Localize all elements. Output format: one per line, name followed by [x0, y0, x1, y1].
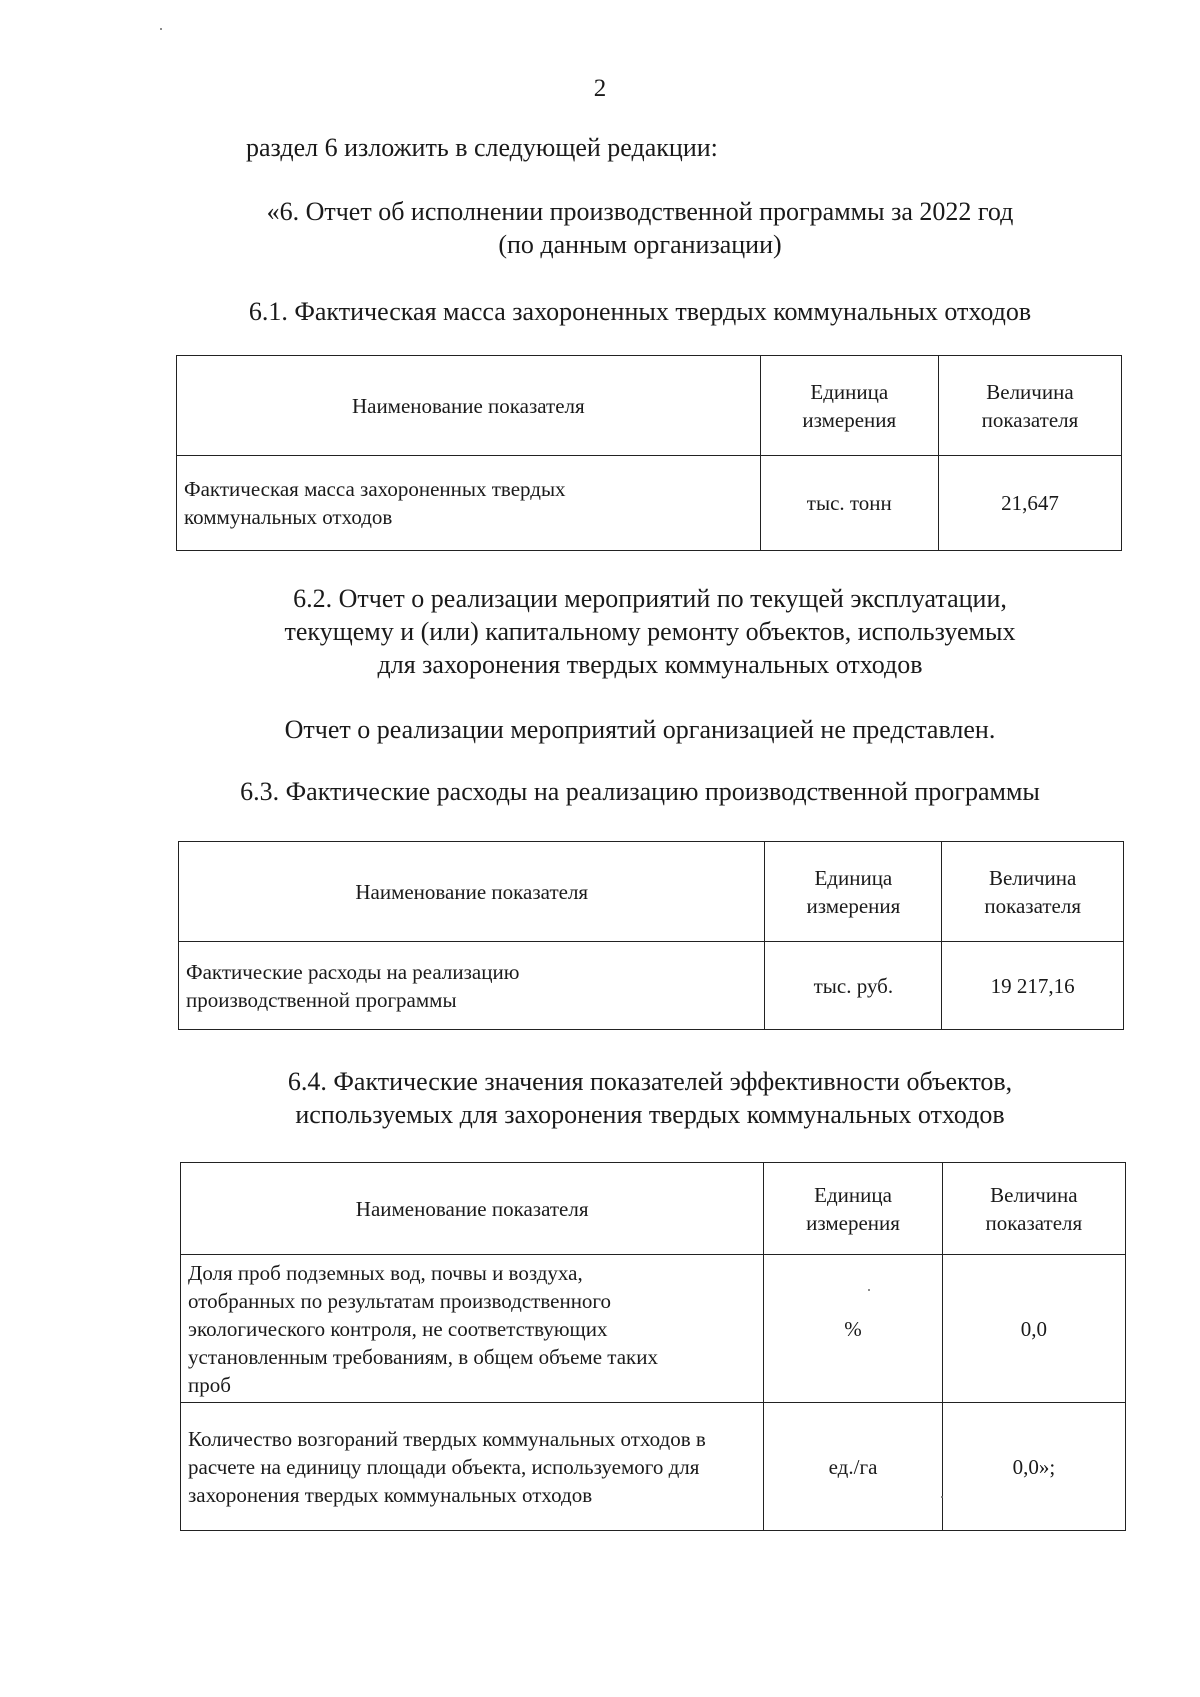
header-value: Величина показателя — [942, 1163, 1125, 1255]
table-row — [179, 942, 1124, 1030]
scan-speck — [160, 28, 162, 30]
cell-indicator-name: Количество возгораний твердых коммунальных отходов в расчете на единицу площади объекта, используемого для захоронения твердых коммунальных отходов — [181, 1403, 764, 1531]
scan-speck — [941, 1496, 943, 1498]
cell-indicator-name: Фактические расходы на реализацию производственной программы — [179, 942, 765, 1030]
section-6-title-line1: «6. Отчет об исполнении производственной программы за 2022 год — [266, 197, 1014, 226]
section-6-2-title-line3: для захоронения твердых коммунальных отходов — [377, 650, 923, 679]
scan-speck — [868, 1289, 870, 1291]
header-unit: Единица измерения — [764, 1163, 942, 1255]
section-6-4-title-line2: используемых для захоронения твердых коммунальных отходов — [295, 1100, 1005, 1129]
section-6-2-note: Отчет о реализации мероприятий организацией не представлен. — [284, 715, 996, 744]
cell-value: 0,0 — [942, 1255, 1125, 1403]
cell-indicator-name: Доля проб подземных вод, почвы и воздуха, отобранных по результатам производственного экологического контроля, не соответствующих установленным требованиям, в общем объеме таких проб — [181, 1255, 764, 1403]
table-header-row — [181, 1163, 1126, 1255]
table-6-4 — [180, 1162, 1126, 1531]
section-6-4-title — [200, 1065, 1100, 1131]
cell-unit: тыс. руб. — [765, 942, 942, 1030]
section-6-title — [190, 195, 1090, 261]
cell-unit: % — [764, 1255, 942, 1403]
table-header-row — [179, 842, 1124, 942]
section-6-2-title-line2: текущему и (или) капитальному ремонту объектов, используемых — [284, 617, 1016, 646]
cell-unit: ед./га — [764, 1403, 942, 1531]
header-value: Величина показателя — [942, 842, 1124, 942]
cell-value: 19 217,16 — [942, 942, 1124, 1030]
section-6-2-title-line1: 6.2. Отчет о реализации мероприятий по текущей эксплуатации, — [293, 584, 1007, 613]
header-unit: Единица измерения — [765, 842, 942, 942]
table-header-row — [177, 356, 1122, 456]
section-6-4-title-line1: 6.4. Фактические значения показателей эффективности объектов, — [287, 1067, 1013, 1096]
intro-text: раздел 6 изложить в следующей редакции: — [246, 133, 718, 162]
section-6-2-title — [200, 582, 1100, 681]
section-6-title-line2: (по данным организации) — [498, 230, 782, 259]
table-row — [177, 456, 1122, 551]
section-6-3-title: 6.3. Фактические расходы на реализацию производственной программы — [240, 777, 1040, 806]
table-row — [181, 1255, 1126, 1403]
cell-unit: тыс. тонн — [760, 456, 938, 551]
header-unit: Единица измерения — [760, 356, 938, 456]
table-row — [181, 1403, 1126, 1531]
cell-value: 0,0»; — [942, 1403, 1125, 1531]
section-6-1-title: 6.1. Фактическая масса захороненных твердых коммунальных отходов — [248, 297, 1032, 326]
header-indicator-name: Наименование показателя — [177, 356, 761, 456]
page-number: 2 — [593, 75, 607, 102]
table-6-1 — [176, 355, 1122, 551]
header-indicator-name: Наименование показателя — [181, 1163, 764, 1255]
header-value: Величина показателя — [938, 356, 1121, 456]
cell-indicator-name: Фактическая масса захороненных твердых коммунальных отходов — [177, 456, 761, 551]
cell-value: 21,647 — [938, 456, 1121, 551]
table-6-3 — [178, 841, 1124, 1030]
header-indicator-name: Наименование показателя — [179, 842, 765, 942]
